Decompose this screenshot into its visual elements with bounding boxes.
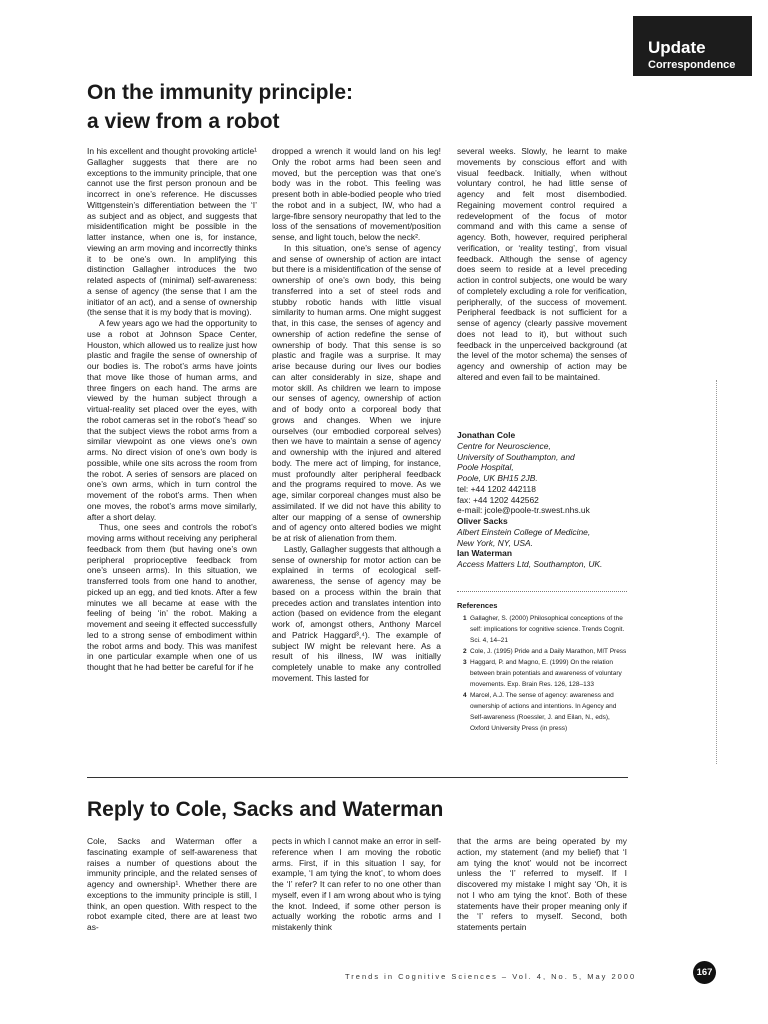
article-column-1 <box>87 146 257 673</box>
page-number: 167 <box>693 961 716 984</box>
author-affiliation: Albert Einstein College of Medicine, <box>457 526 591 537</box>
paragraph: several weeks. Slowly, he learnt to make movements by conscious effort and with visual feedback. Initially, when without voluntary control, he had little sense of agency and felt most disembodied. Regaining movement control required a redevelopment of the focus of motor command and with this came a sense of agency. Both, however, required peripheral verification, or ‘reality testing’, from visual feedback. Although the sense of agency does seem to reside at a level preceding action in control subjects, one would be wary of completely excluding a role for verification, peripherally, of the success of movement. Peripheral feedback is not sufficient for a sense of agency (clearly passive movement does not lead to it), but without such feedback in the unperceived background (at the level of the motor schema) the senses of agency and ownership of action may be altered and even fail to be maintained. <box>457 146 627 382</box>
paragraph: Lastly, Gallagher suggests that although a sense of ownership for motor action can be explained in terms of ecological self-awareness, the sense of agency may be based on a process within the brain that precedes action and translates intention into action (based on evidence from the elegant work of, amongst others, Anthony Marcel and Patrick Haggard³,⁴). The example of subject IW might be relevant here. As a result of his illness, IW was initially completely unable to make any controlled movement. This lasted for <box>272 543 441 683</box>
author-affiliation: Centre for Neuroscience, <box>457 440 551 451</box>
section-label: Update <box>648 38 706 57</box>
paragraph: Cole, Sacks and Waterman offer a fascinating example of self-awareness that raises a number of questions about the immunity principle, and the related senses of agency and ownership¹. Whether there are exceptions to the immunity principle is still, I think, an open question. With respect to the robot example cited, there are at least two as- <box>87 836 257 932</box>
reply-column-3 <box>457 836 627 933</box>
author-affiliation: Poole, UK BH15 2JB. <box>457 473 538 483</box>
author-tel: tel: +44 1202 442118 <box>457 483 536 494</box>
paragraph: In his excellent and thought provoking article¹ Gallagher suggests that there are no exceptions to the immunity principle, that one cannot use the first person pronoun and be incorrect in one’s reference. He discusses Wittgenstein’s differentiation between the ‘I’ as subject and as object, and suggests that misidentification might be possible in the latter instance, when one is, for instance, viewing an arm moving and incorrectly thinks it to be one’s own. In amplifying this distinction Gallagher introduces the two related aspects of (minimal) self-awareness: a sense of agency (the sense that I am the initiator of an act), and a sense of ownership (the sense that it is my body that is moving). <box>87 146 257 318</box>
section-divider <box>87 777 628 778</box>
article-title <box>87 78 507 136</box>
margin-dotted-line <box>716 380 717 764</box>
reference-text: Cole, J. (1995) Pride and a Daily Marathon, MIT Press <box>470 648 627 655</box>
paragraph: pects in which I cannot make an error in self-reference when I am moving the robotic arms. First, if in this situation I say, for example, ‘I am tying the knot’, to whom does the ‘I’ refer? It can refer to no one other than myself, even if I am wrong about who is tying the knot. Indeed, if some other person is actually working the robotic arms and I mistakenly think <box>272 836 441 932</box>
reference-number: 2 <box>463 648 467 655</box>
paragraph: Thus, one sees and controls the robot’s moving arms without receiving any peripheral feedback from them (but having one’s own peripheral proprioceptive feedback from one’s unseen arms). In this situation, we transferred tools from one hand to another, picked up an egg, and tied knots. After a few minutes we all became at ease with the feeling of being ‘in’ the robot. Making a movement and seeing it effected successfully led to a strong sense of embodiment within the robot arms and body. This was manifest in one particular example when one of us thought that he had better be careful for if he <box>87 522 257 672</box>
author-name: Ian Waterman <box>457 548 513 559</box>
paragraph: In this situation, one’s sense of agency and sense of ownership of action are intact but there is a misidentification of the sense of ownership of one’s own body, this being transferred into a set of steel rods and stubby robotic hands with little visual similarity to human arms. One might suggest that, in this case, the senses of agency and ownership of action redefine the sense of ownership of body. That this sense is so plastic and fragile was a surprise. It may arise because during our lives our bodies can alter considerably in size, shape and motor skill. As children we learn to impose our senses of agency, ownership of action and of body onto a corporeal body that grows and changes. When we injure ourselves (our embodied corporeal selves) then we have to maintain a sense of agency and ownership with the injured and altered body. The mere act of limping, for instance, must profoundly alter peripheral feedback and the programs required to move. As we age, similar corporeal changes must also be assimilated. If we did not have this ability to alter our mapping of a sense of ownership and of agency onto altered bodies we might be at risk of alienation from them. <box>272 242 441 543</box>
reference-text: Gallagher, S. (2000) Philosophical conceptions of the self: implications for cognitive science. Trends Cognit. Sci. 4, 14–21 <box>470 615 625 644</box>
reference-item <box>457 646 627 657</box>
author-email[interactable]: e-mail: jcole@poole-tr.swest.nhs.uk <box>457 505 590 516</box>
reference-item <box>457 613 627 646</box>
reply-column-1 <box>87 836 257 933</box>
author-affiliation: University of Southampton, and <box>457 451 575 462</box>
subsection-label: Correspondence <box>648 59 736 71</box>
reference-number: 1 <box>463 615 467 622</box>
paragraph: that the arms are being operated by my action, my statement (and my belief) that ‘I am tying the knot’ would not be incorrect unless the ‘I’ referred to myself. If I discovered my mistake I might say ‘Oh, it is not I who am tying the knot’. Both of these statements have their proper meaning only if the ‘I’ refers to myself. Second, both statements pertain <box>457 836 627 932</box>
reference-number: 3 <box>463 659 467 666</box>
article-column-2 <box>272 146 441 684</box>
article-title-line1: On the immunity principle: <box>87 81 354 104</box>
reply-title: Reply to Cole, Sacks and Waterman <box>87 798 444 821</box>
journal-footer: Trends in Cognitive Sciences – Vol. 4, No. 5, May 2000 <box>345 972 637 981</box>
paragraph: dropped a wrench it would land on his leg! Only the robot arms had been seen and moved, but the perception was that one’s body was in the robot. This feeling was present both in able-bodied people who tried the robot and in a subject, IW, who had a large-fibre sensory neuropathy that led to the loss of the sensations of movement/position sense, and light touch, below the neck². <box>272 146 441 242</box>
author-fax: fax: +44 1202 442562 <box>457 494 539 505</box>
paragraph: A few years ago we had the opportunity to use a robot at Johnson Space Center, Houston, which allowed us to realize just how plastic and fragile the sense of ownership of our bodies is. The robot’s arms have joints that move like those of human arms, and three fingers on each hand. The arms are viewed by the human subject through a virtual-reality set placed over the eyes, with the robot cameras set in the robot’s ‘head’ so that the subject views the robot arms from a similar viewpoint as one views one’s own arms. No direct vision of one’s own body is possible, while one sits across the room from the robot. A series of sensors are placed on one’s own arms, which in turn control the movement of the robot’s arms. Then when one moves, the robot’s arms move similarly, after a short delay. <box>87 318 257 522</box>
author-block <box>457 430 637 570</box>
reference-text: Haggard, P. and Magno, E. (1999) On the relation between brain potentials and awareness of voluntary movements. Exp. Brain Res. 126, 128–133 <box>470 659 622 688</box>
references-divider <box>457 591 627 592</box>
article-column-3 <box>457 146 627 383</box>
author-affiliation: Poole Hospital, <box>457 462 514 473</box>
references-list <box>457 600 627 734</box>
reference-item <box>457 690 627 734</box>
references-heading: References <box>457 601 498 610</box>
reference-item <box>457 657 627 690</box>
reference-number: 4 <box>463 692 467 699</box>
reply-column-2 <box>272 836 441 933</box>
reference-text: Marcel, A.J. The sense of agency: awareness and ownership of actions and intentions. In Agency and Self-awareness (Roessler, J. and Eilan, N., eds), Oxford University Press (in press) <box>470 692 617 732</box>
author-name: Oliver Sacks <box>457 516 508 526</box>
author-name: Jonathan Cole <box>457 430 516 440</box>
author-affiliation: Access Matters Ltd, Southampton, UK. <box>457 559 603 569</box>
section-label-box <box>633 16 752 76</box>
article-title-line2: a view from a robot <box>87 110 280 133</box>
author-affiliation: New York, NY, USA. <box>457 537 533 548</box>
